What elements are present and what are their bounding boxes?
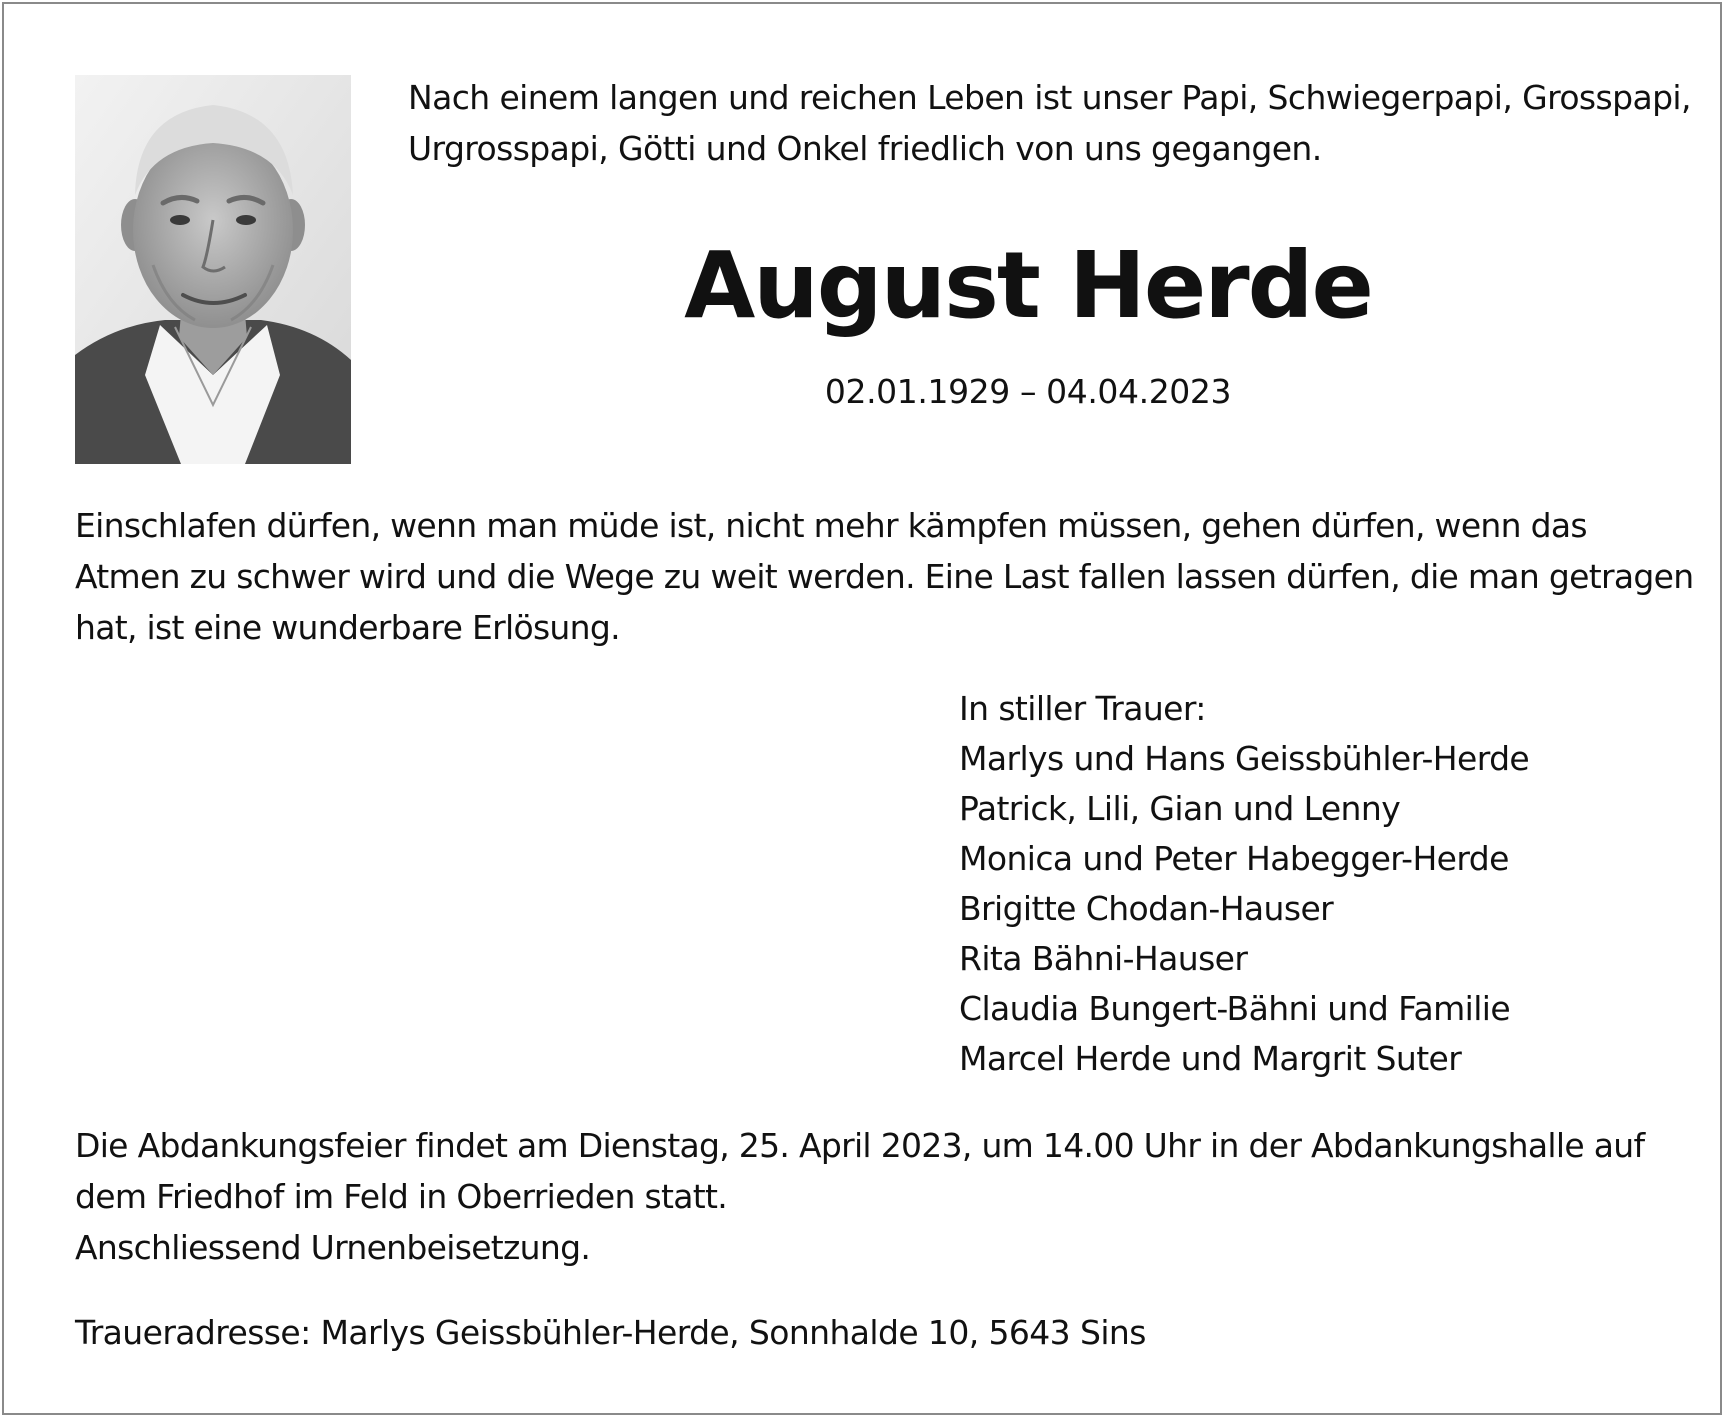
obituary-card [2, 2, 1722, 1415]
poem-line: Einschlafen dürfen, wenn man müde ist, nicht mehr kämpfen müssen, gehen dürfen, wenn das [75, 506, 1587, 545]
poem-line: Atmen zu schwer wird und die Wege zu weit werden. Eine Last fallen lassen dürfen, die man getragen [75, 557, 1694, 596]
portrait-photo [75, 75, 351, 464]
mourner-entry: Marlys und Hans Geissbühler-Herde [959, 739, 1530, 778]
deceased-name: August Herde [684, 232, 1372, 339]
intro-line: Urgrosspapi, Götti und Onkel friedlich von uns gegangen. [408, 129, 1322, 168]
ceremony-line: Anschliessend Urnenbeisetzung. [75, 1228, 591, 1267]
mourner-entry: Monica und Peter Habegger-Herde [959, 839, 1509, 878]
poem-line: hat, ist eine wunderbare Erlösung. [75, 608, 620, 647]
ceremony-line: dem Friedhof im Feld in Oberrieden statt. [75, 1177, 728, 1216]
mourner-entry: Claudia Bungert-Bähni und Familie [959, 989, 1511, 1028]
poem-text [75, 500, 1705, 653]
mourner-entry: Patrick, Lili, Gian und Lenny [959, 789, 1401, 828]
ceremony-line: Die Abdankungsfeier findet am Dienstag, 25. April 2023, um 14.00 Uhr in der Abdankungshalle auf [75, 1126, 1645, 1165]
portrait-illustration [75, 75, 351, 464]
mourner-entry: Rita Bähni-Hauser [959, 939, 1248, 978]
mourning-address: Traueradresse: Marlys Geissbühler-Herde, Sonnhalde 10, 5643 Sins [75, 1313, 1146, 1352]
mourners-list [959, 684, 1679, 1084]
intro-line: Nach einem langen und reichen Leben ist unser Papi, Schwiegerpapi, Grosspapi, [408, 78, 1691, 117]
mourner-entry: Brigitte Chodan-Hauser [959, 889, 1334, 928]
ceremony-info [75, 1120, 1705, 1273]
mourner-entry: Marcel Herde und Margrit Suter [959, 1039, 1462, 1078]
mourners-heading: In stiller Trauer: [959, 689, 1206, 728]
life-dates: 02.01.1929 – 04.04.2023 [824, 372, 1232, 411]
intro-text [408, 72, 1698, 174]
